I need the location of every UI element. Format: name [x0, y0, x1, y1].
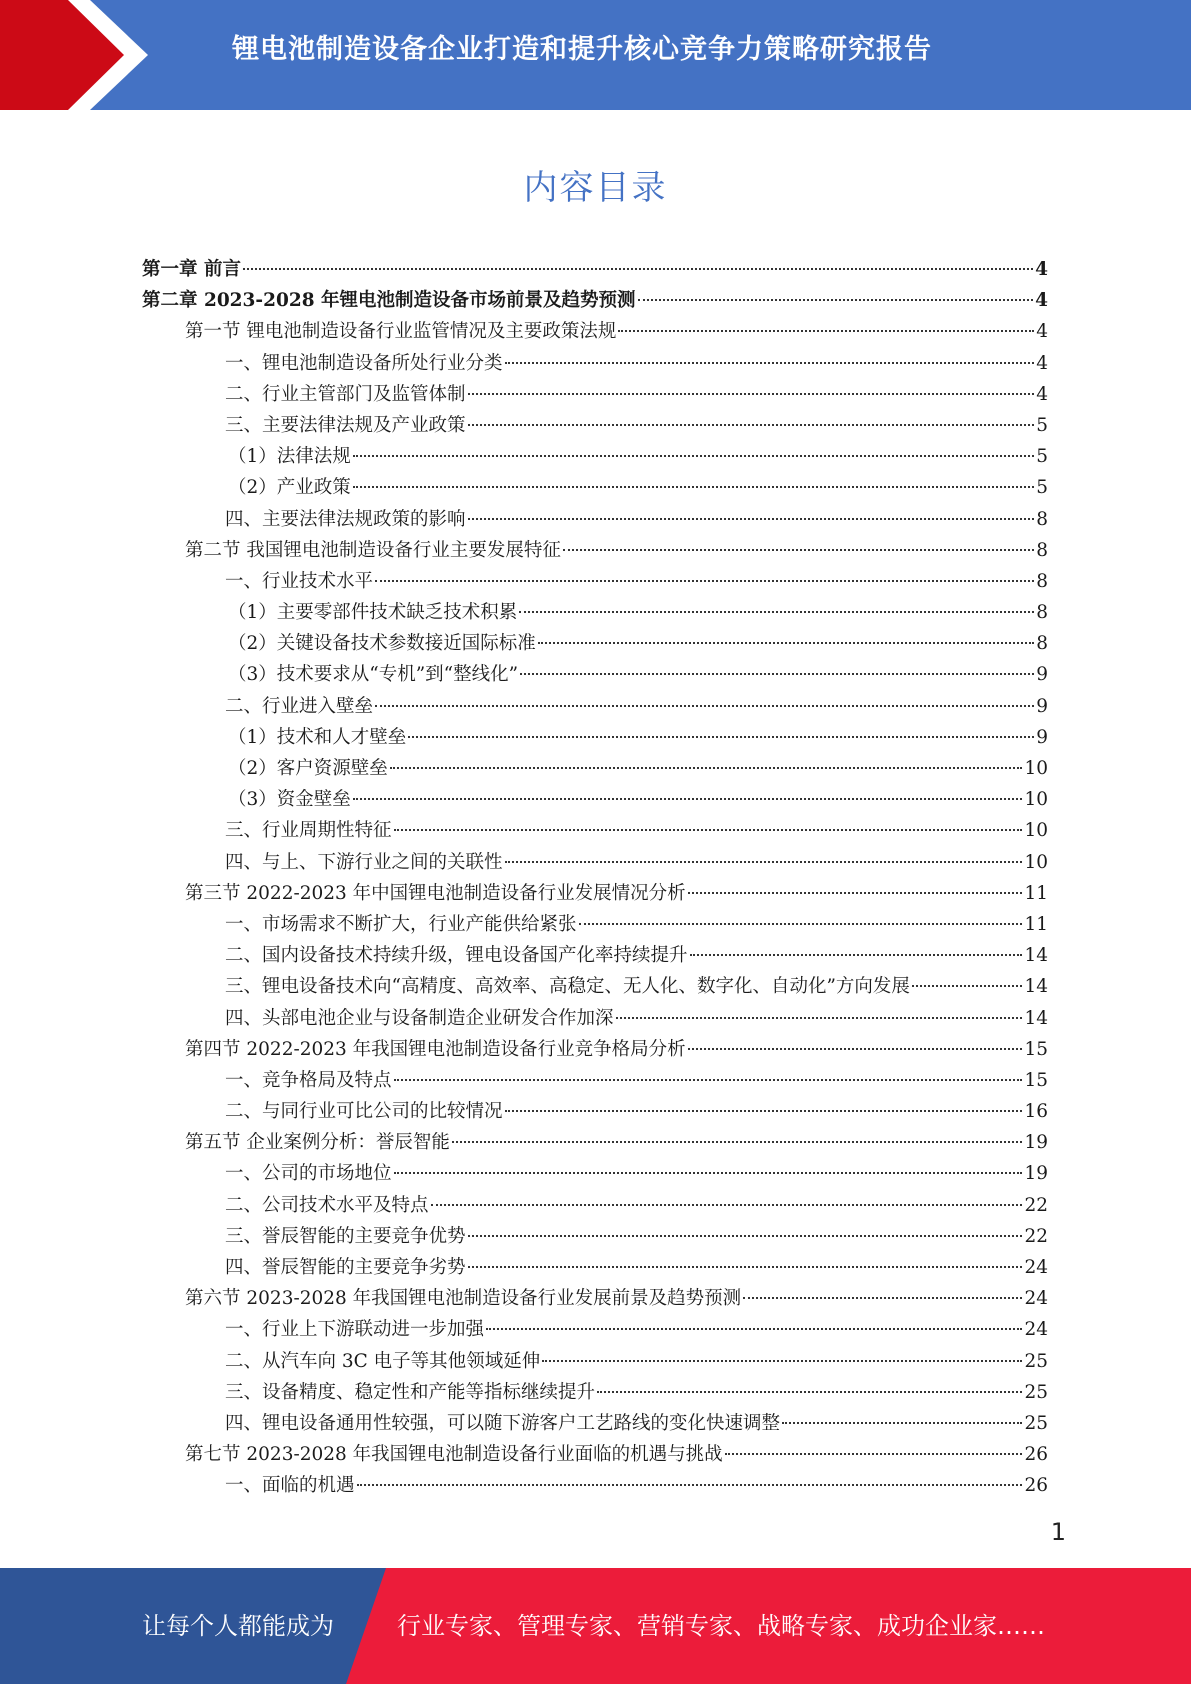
toc-entry-title: （1）法律法规 — [228, 446, 351, 468]
toc-entry[interactable] — [142, 566, 1048, 597]
toc-entry[interactable] — [142, 1096, 1048, 1127]
toc-entry-title: 第二章 2023-2028 年锂电池制造设备市场前景及趋势预测 — [142, 290, 636, 312]
toc-dot-leader — [468, 393, 1035, 395]
toc-entry[interactable] — [142, 1190, 1048, 1221]
toc-entry-title: 第一章 前言 — [142, 259, 241, 280]
toc-entry-title: 一、行业技术水平 — [225, 570, 374, 592]
toc-entry-page: 11 — [1024, 882, 1048, 904]
toc-entry-title: （3）资金壁垒 — [228, 789, 351, 811]
toc-entry-title: 第四节 2022-2023 年我国锂电池制造设备行业竞争格局分析 — [185, 1038, 686, 1060]
toc-entry-title: 第六节 2023-2028 年我国锂电池制造设备行业发展前景及趋势预测 — [185, 1288, 742, 1310]
toc-entry-title: 四、锂电设备通用性较强，可以随下游客户工艺路线的变化快速调整 — [225, 1412, 781, 1434]
toc-dot-leader — [912, 985, 1023, 987]
toc-entry-title: （3）技术要求从“专机”到“整线化” — [228, 664, 519, 686]
toc-entry[interactable] — [142, 815, 1048, 846]
toc-dot-leader — [394, 829, 1023, 831]
toc-entry-page: 8 — [1036, 539, 1048, 561]
toc-dot-leader — [431, 1204, 1023, 1206]
toc-entry-page: 8 — [1036, 508, 1048, 530]
toc-entry-page: 8 — [1036, 633, 1048, 655]
toc-entry-title: 三、设备精度、稳定性和产能等指标继续提升 — [225, 1381, 596, 1403]
toc-entry-page: 24 — [1024, 1257, 1048, 1278]
toc-dot-leader — [353, 455, 1034, 457]
toc-entry[interactable] — [142, 1346, 1048, 1377]
header-banner — [0, 0, 1191, 110]
toc-entry-title: 一、竞争格局及特点 — [225, 1069, 392, 1091]
toc-dot-leader — [468, 424, 1035, 426]
toc-entry-title: 第五节 企业案例分析：誉辰智能 — [185, 1132, 450, 1154]
toc-entry-title: （2）关键设备技术参数接近国际标准 — [228, 633, 536, 655]
toc-dot-leader — [486, 1328, 1022, 1330]
toc-entry[interactable] — [142, 1283, 1048, 1314]
toc-entry-title: 一、公司的市场地位 — [225, 1163, 392, 1185]
toc-entry-title: （2）客户资源壁垒 — [228, 758, 388, 779]
toc-entry-title: （2）产业政策 — [228, 477, 351, 499]
toc-entry-page: 15 — [1024, 1069, 1048, 1091]
toc-entry-page: 4 — [1036, 352, 1048, 374]
toc-dot-leader — [505, 1110, 1023, 1112]
toc-dot-leader — [408, 736, 1034, 738]
toc-entry[interactable] — [142, 1439, 1048, 1470]
toc-entry-title: 三、主要法律法规及产业政策 — [225, 414, 466, 436]
toc-entry-title: 二、与同行业可比公司的比较情况 — [225, 1101, 503, 1123]
toc-entry[interactable] — [142, 628, 1048, 659]
toc-entry-title: 第三节 2022-2023 年中国锂电池制造设备行业发展情况分析 — [185, 882, 686, 904]
footer-slogan-right: 行业专家、管理专家、营销专家、战略专家、成功企业家…… — [397, 1612, 1045, 1640]
toc-entry[interactable] — [142, 254, 1048, 285]
toc-dot-leader — [563, 549, 1034, 551]
toc-entry-title: 四、主要法律法规政策的影响 — [225, 508, 466, 530]
toc-entry-page: 14 — [1024, 1007, 1048, 1029]
toc-entry-page: 9 — [1036, 664, 1048, 686]
page-number: 1 — [1050, 1518, 1066, 1546]
toc-dot-leader — [519, 611, 1034, 613]
toc-entry-page: 9 — [1036, 726, 1048, 748]
toc-entry-title: 一、锂电池制造设备所处行业分类 — [225, 352, 503, 374]
toc-dot-leader — [690, 954, 1023, 956]
toc-dot-leader — [520, 673, 1034, 675]
toc-entry-page: 9 — [1036, 695, 1048, 717]
toc-entry-page: 5 — [1036, 414, 1048, 436]
report-title: 锂电池制造设备企业打造和提升核心竞争力策略研究报告 — [232, 34, 932, 65]
toc-dot-leader — [542, 1360, 1022, 1362]
toc-entry-title: （1）技术和人才壁垒 — [228, 726, 407, 748]
toc-dot-leader — [375, 705, 1034, 707]
toc-entry-page: 25 — [1024, 1381, 1048, 1403]
toc-entry-title: 一、面临的机遇 — [225, 1475, 355, 1497]
toc-dot-leader — [618, 330, 1034, 332]
toc-entry[interactable] — [142, 909, 1048, 940]
toc-entry[interactable] — [142, 1127, 1048, 1158]
toc-entry-page: 10 — [1024, 851, 1048, 873]
toc-entry[interactable] — [142, 1034, 1048, 1065]
toc-entry[interactable] — [142, 784, 1048, 815]
toc-dot-leader — [375, 580, 1034, 582]
toc-dot-leader — [505, 861, 1023, 863]
toc-dot-leader — [452, 1141, 1023, 1143]
toc-dot-leader — [538, 642, 1034, 644]
toc-entry[interactable] — [142, 1252, 1048, 1283]
toc-entry[interactable] — [142, 940, 1048, 971]
toc-dot-leader — [638, 299, 1034, 301]
toc-entry-page: 4 — [1035, 259, 1048, 280]
toc-entry-title: 第二节 我国锂电池制造设备行业主要发展特征 — [185, 539, 561, 561]
toc-entry-title: 二、行业主管部门及监管体制 — [225, 383, 466, 405]
toc-dot-leader — [688, 1048, 1023, 1050]
toc-entry[interactable] — [142, 1470, 1048, 1501]
toc-entry-page: 22 — [1024, 1194, 1048, 1216]
toc-entry[interactable] — [142, 410, 1048, 441]
toc-entry-page: 10 — [1024, 820, 1048, 842]
toc-entry-page: 5 — [1036, 446, 1048, 468]
toc-dot-leader — [505, 362, 1035, 364]
toc-entry-page: 19 — [1024, 1132, 1048, 1154]
footer-banner — [0, 1568, 1191, 1684]
toc-entry-page: 26 — [1024, 1444, 1048, 1466]
toc-dot-leader — [353, 486, 1034, 488]
toc-dot-leader — [616, 1017, 1023, 1019]
toc-entry-page: 14 — [1024, 945, 1048, 967]
toc-entry-title: 四、与上、下游行业之间的关联性 — [225, 851, 503, 873]
toc-entry-title: 四、头部电池企业与设备制造企业研发合作加深 — [225, 1007, 614, 1029]
toc-entry[interactable] — [142, 878, 1048, 909]
toc-entry[interactable] — [142, 1003, 1048, 1034]
toc-entry[interactable] — [142, 722, 1048, 753]
toc-entry-page: 11 — [1024, 913, 1048, 935]
toc-entry-title: （1）主要零部件技术缺乏技术积累 — [228, 602, 518, 624]
toc-entry-title: 四、誉辰智能的主要竞争劣势 — [225, 1257, 466, 1278]
toc-entry[interactable] — [142, 316, 1048, 347]
toc-entry-title: 第七节 2023-2028 年我国锂电池制造设备行业面临的机遇与挑战 — [185, 1444, 723, 1466]
toc-entry[interactable] — [142, 1221, 1048, 1252]
toc-entry[interactable] — [142, 753, 1048, 784]
toc-entry-title: 二、国内设备技术持续升级，锂电设备国产化率持续提升 — [225, 945, 688, 967]
toc-entry-page: 4 — [1036, 383, 1048, 405]
table-of-contents — [142, 254, 1048, 1502]
toc-entry-title: 一、行业上下游联动进一步加强 — [225, 1319, 485, 1341]
toc-entry-page: 10 — [1024, 758, 1048, 779]
toc-entry-page: 24 — [1024, 1288, 1048, 1310]
toc-entry-title: 二、行业进入壁垒 — [225, 695, 374, 717]
toc-entry[interactable] — [142, 504, 1048, 535]
toc-dot-leader — [390, 767, 1023, 769]
toc-entry-page: 25 — [1024, 1412, 1048, 1434]
toc-entry-page: 10 — [1024, 789, 1048, 811]
toc-entry-page: 26 — [1024, 1475, 1048, 1497]
toc-dot-leader — [468, 518, 1035, 520]
toc-entry[interactable] — [142, 472, 1048, 503]
toc-dot-leader — [468, 1266, 1023, 1268]
toc-entry[interactable] — [142, 1377, 1048, 1408]
header-arrow-marker — [0, 0, 150, 110]
toc-entry[interactable] — [142, 1408, 1048, 1439]
toc-dot-leader — [743, 1297, 1022, 1299]
toc-dot-leader — [468, 1235, 1023, 1237]
toc-entry[interactable] — [142, 691, 1048, 722]
toc-dot-leader — [394, 1079, 1023, 1081]
toc-dot-leader — [688, 892, 1023, 894]
toc-entry-page: 16 — [1024, 1101, 1048, 1123]
toc-entry[interactable] — [142, 1065, 1048, 1096]
toc-entry-page: 25 — [1024, 1350, 1048, 1372]
toc-entry-page: 8 — [1036, 602, 1048, 624]
toc-entry[interactable] — [142, 1314, 1048, 1345]
toc-heading: 内容目录 — [523, 168, 668, 208]
toc-entry-page: 8 — [1036, 570, 1048, 592]
toc-entry[interactable] — [142, 1158, 1048, 1189]
toc-entry-page: 19 — [1024, 1163, 1048, 1185]
toc-entry-page: 5 — [1036, 477, 1048, 499]
toc-dot-leader — [357, 1484, 1023, 1486]
toc-entry-title: 三、誉辰智能的主要竞争优势 — [225, 1225, 466, 1247]
toc-entry-title: 一、市场需求不断扩大，行业产能供给紧张 — [225, 913, 577, 935]
toc-dot-leader — [597, 1391, 1022, 1393]
toc-entry-page: 14 — [1024, 976, 1048, 998]
toc-entry-title: 第一节 锂电池制造设备行业监管情况及主要政策法规 — [185, 321, 617, 343]
toc-dot-leader — [243, 268, 1033, 270]
toc-entry[interactable] — [142, 348, 1048, 379]
toc-entry-page: 4 — [1035, 290, 1048, 312]
toc-entry-page: 24 — [1024, 1319, 1048, 1341]
toc-entry[interactable] — [142, 659, 1048, 690]
footer-slogan-left: 让每个人都能成为 — [142, 1612, 334, 1640]
toc-entry-title: 二、从汽车向 3C 电子等其他领域延伸 — [225, 1350, 541, 1372]
toc-entry[interactable] — [142, 379, 1048, 410]
toc-entry[interactable] — [142, 847, 1048, 878]
toc-entry-title: 三、行业周期性特征 — [225, 820, 392, 842]
toc-dot-leader — [394, 1172, 1023, 1174]
toc-entry[interactable] — [142, 441, 1048, 472]
toc-entry-title: 三、锂电设备技术向“高精度、高效率、高稳定、无人化、数字化、自动化”方向发展 — [225, 976, 910, 998]
toc-dot-leader — [579, 923, 1023, 925]
toc-dot-leader — [782, 1422, 1022, 1424]
toc-entry[interactable] — [142, 597, 1048, 628]
toc-entry[interactable] — [142, 535, 1048, 566]
toc-entry-page: 15 — [1024, 1038, 1048, 1060]
toc-entry-title: 二、公司技术水平及特点 — [225, 1194, 429, 1216]
toc-dot-leader — [725, 1453, 1023, 1455]
toc-entry[interactable] — [142, 285, 1048, 316]
toc-dot-leader — [353, 798, 1023, 800]
toc-entry-page: 22 — [1024, 1225, 1048, 1247]
toc-entry-page: 4 — [1036, 321, 1048, 343]
toc-entry[interactable] — [142, 971, 1048, 1002]
